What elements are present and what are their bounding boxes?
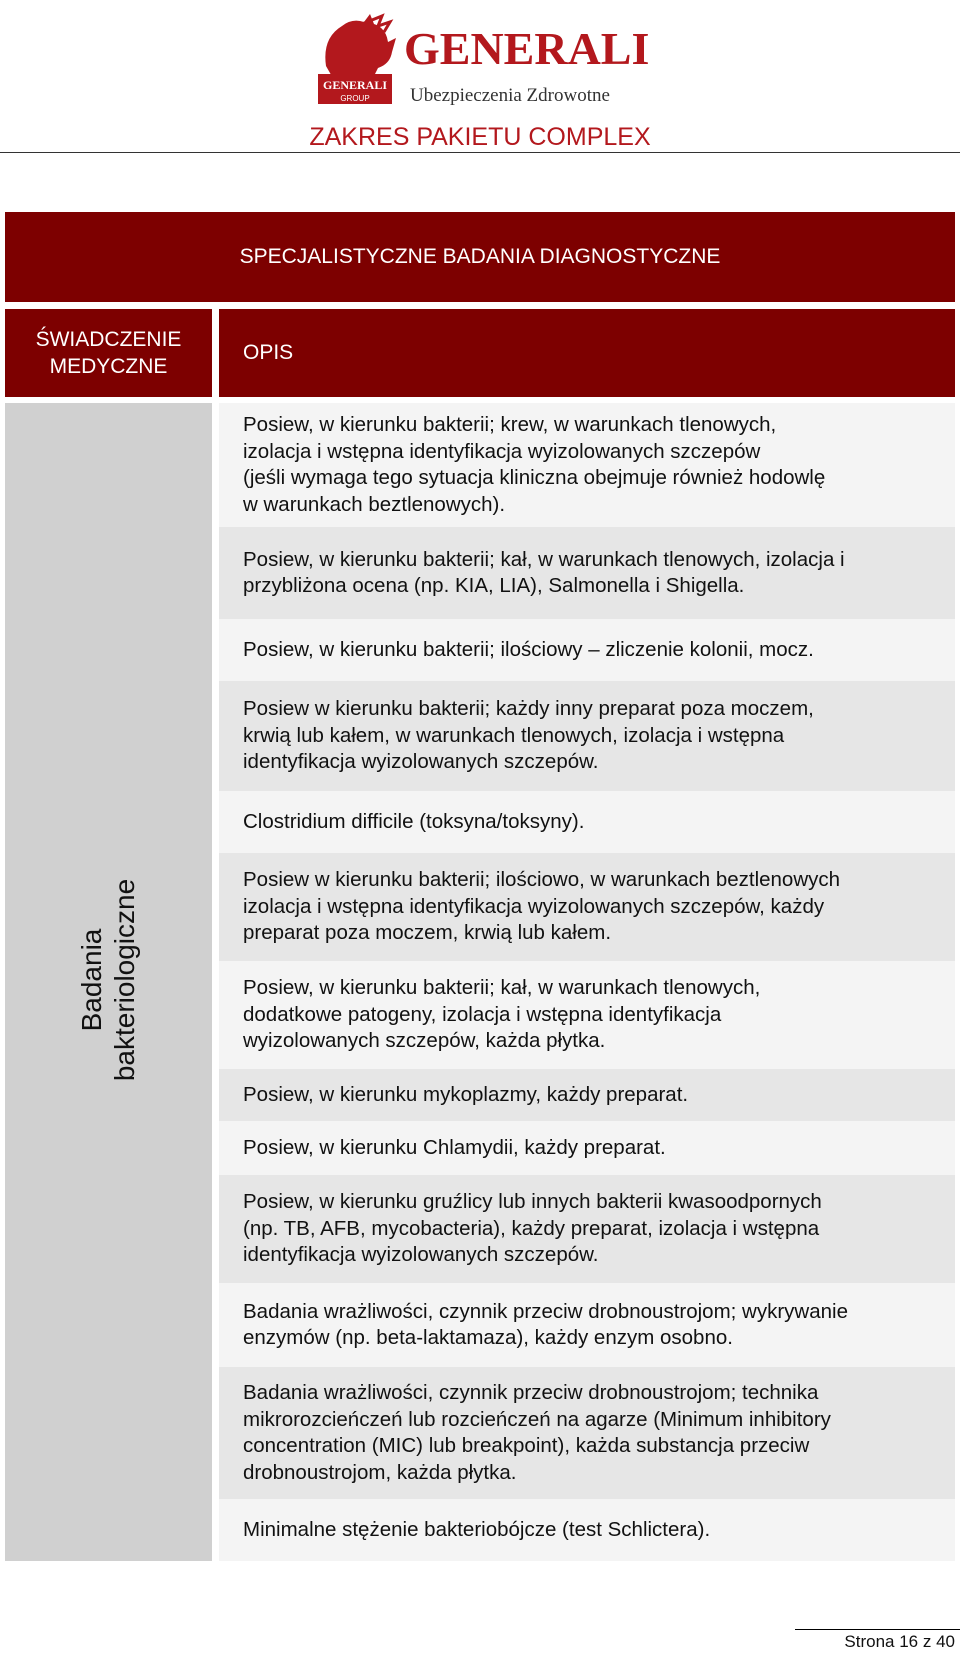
row-text: Posiew, w kierunku bakterii; kał, w warunkach tlenowych, dodatkowe patogeny, izolacja i wstępna identyfikacja wyizolowanych szczepów, każda płytka. — [243, 976, 761, 1053]
category-label: Badania bakteriologiczne — [76, 878, 140, 1082]
row-text: Minimalne stężenie bakteriobójcze (test Schlictera). — [243, 1517, 711, 1541]
row-text: Posiew, w kierunku mykoplazmy, każdy preparat. — [243, 1082, 689, 1106]
row-text: Posiew, w kierunku bakterii; ilościowy – zliczenie kolonii, mocz. — [243, 637, 814, 661]
row-text: Posiew w kierunku bakterii; każdy inny preparat poza moczem, krwią lub kałem, w warunkach tlenowych, izolacja i wstępna identyfikacja wyizolowanych szczepów. — [243, 697, 814, 774]
header-divider — [0, 152, 960, 153]
table-row — [219, 1069, 955, 1121]
emblem-group-text: GROUP — [340, 94, 370, 103]
table-row — [219, 961, 955, 1069]
row-text: Posiew, w kierunku gruźlicy lub innych bakterii kwasoodpornych (np. TB, AFB, mycobacteria), każdy preparat, izolacja i wstępna identyfikacja wyizolowanych szczepów. — [243, 1190, 822, 1267]
winged-lion-emblem-icon — [312, 8, 398, 108]
table-row — [219, 619, 955, 681]
brand-subtitle: Ubezpieczenia Zdrowotne — [410, 85, 610, 106]
row-text: Posiew w kierunku bakterii; ilościowo, w warunkach beztlenowych izolacja i wstępna identyfikacja wyizolowanych szczepów, każdy preparat poza moczem, krwią lub kałem. — [243, 868, 841, 945]
row-text: Posiew, w kierunku bakterii; kał, w warunkach tlenowych, izolacja i przybliżona ocena (np. KIA, LIA), Salmonella i Shigella. — [243, 547, 845, 597]
table-row — [219, 1367, 955, 1499]
table-row — [219, 791, 955, 853]
brand-name: GENERALI — [404, 23, 650, 74]
emblem-brand-text: GENERALI — [322, 78, 388, 92]
table-row — [219, 1283, 955, 1367]
row-text: Posiew, w kierunku bakterii; krew, w warunkach tlenowych, izolacja i wstępna identyfikacja wyizolowanych szczepów (jeśli wymaga tego sytuacja kliniczna obejmuje również hodowlę w warunkach beztlenowych). — [243, 413, 826, 516]
row-text: Badania wrażliwości, czynnik przeciw drobnoustrojom; technika mikrorozcieńczeń lub rozcieńczeń na agarze (Minimum inhibitory concentration (MIC) lub breakpoint), każda substancja przeciw drobnoustrojom, każda płytka. — [243, 1381, 831, 1484]
page-number: Strona 16 z 40 — [844, 1632, 955, 1651]
table-row — [219, 1499, 955, 1561]
column-header-description — [219, 309, 955, 397]
table-row — [219, 1175, 955, 1283]
generali-logo — [312, 8, 650, 110]
column-header-service-label: ŚWIADCZENIE MEDYCZNE — [35, 328, 182, 378]
section-title: SPECJALISTYCZNE BADANIA DIAGNOSTYCZNE — [239, 245, 721, 268]
table-row — [219, 1121, 955, 1175]
table-row — [219, 681, 955, 791]
column-header-service — [5, 309, 212, 397]
column-header-description-label: OPIS — [243, 341, 294, 364]
section-title-bar — [5, 212, 955, 302]
row-text: Posiew, w kierunku Chlamydii, każdy preparat. — [243, 1135, 666, 1159]
row-text: Clostridium difficile (toksyna/toksyny). — [243, 809, 585, 833]
row-text: Badania wrażliwości, czynnik przeciw drobnoustrojom; wykrywanie enzymów (np. beta-laktamaza), każdy enzym osobno. — [243, 1299, 848, 1349]
table-row — [219, 853, 955, 961]
table-row — [219, 527, 955, 619]
document-title: ZAKRES PAKIETU COMPLEX — [309, 123, 651, 151]
table-row — [219, 403, 955, 527]
footer-divider — [795, 1629, 960, 1630]
